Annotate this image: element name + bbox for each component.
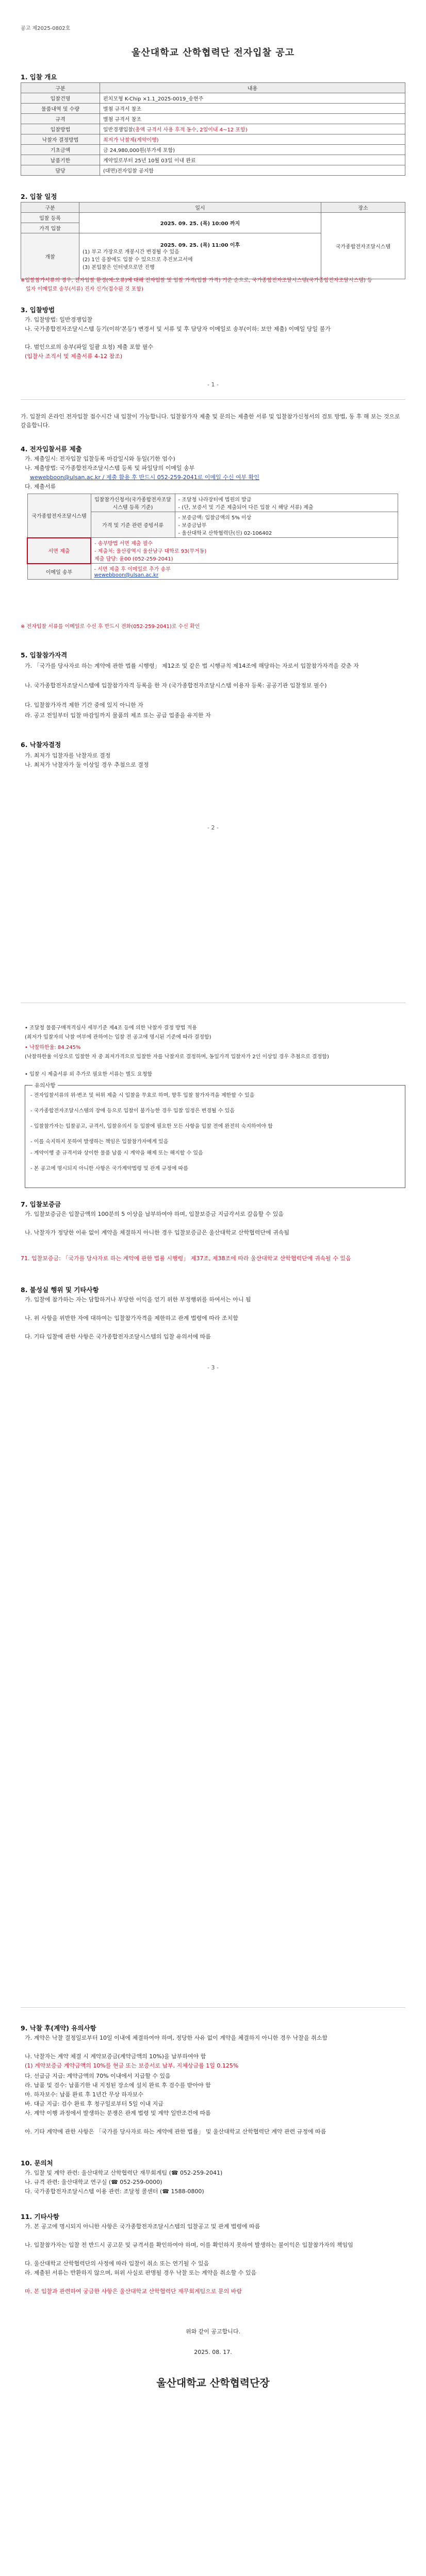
contract-item: 나. 낙찰자는 계약 체결 시 계약보증금(계약금액의 10%)을 납부하여야 함 (25, 2053, 206, 2060)
submit-desc-line-red: 제출 담당: 윤00 (052-259-2041) (94, 556, 173, 562)
submit-desc-line-red: - 서면 제출 후 이메일로 추가 송부 (94, 567, 171, 572)
document-page-1 (0, 0, 426, 1004)
page-number: - 1 - (207, 381, 219, 388)
submit-desc-line-red: - 제출처: 울산광역시 울산남구 대학로 93(무거동) (94, 549, 207, 554)
contract-item: 다. 선급금 지급: 계약금액의 70% 이내에서 지급할 수 있음 (25, 2073, 171, 2079)
section-heading-6: 6. 낙찰자결정 (21, 741, 61, 749)
other-item: 라. 제출된 서류는 반환하지 않으며, 허위 사실로 판명될 경우 낙찰 또는 계약을 취소할 수 있음 (25, 2269, 257, 2276)
p2-item: • 입찰 시 제출서류 외 추가로 필요한 서류는 별도 요청함 (25, 1072, 153, 1077)
submit-item: 가. 제출일시: 전자입찰 입찰등록 마감일시와 동일(기한 엄수) (25, 455, 175, 462)
overview-head-content: 내용 (100, 83, 405, 93)
schedule-time: 2025. 09. 25. (목) 10:00 까지 (79, 213, 321, 233)
notice-box-head: 유의사항 (32, 1081, 58, 1089)
qual-item: 다. 입찰참가자격 제한 기간 중에 있지 아니한 자 (25, 702, 143, 708)
submit-row-label: 국가종합전자조달시스템 (27, 494, 91, 538)
overview-label: 기초금액 (21, 145, 100, 155)
schedule-label: 입찰 등록 (21, 213, 79, 223)
schedule-label: 개찰 (21, 233, 79, 279)
bid-method-text: 일반경쟁입찰 (103, 127, 133, 133)
submit-row-label-red: 서면 제출 (27, 538, 91, 564)
winner-item: 나. 최저가 낙찰자가 둘 이상일 경우 추첨으로 결정 (25, 761, 149, 768)
misconduct-item: 다. 기타 입찰에 관한 사항은 국가종합전자조달시스템의 입찰 유의서에 따름 (25, 1333, 211, 1340)
notice-line: - 이를 숙지하지 못하여 발생하는 책임은 입찰참가자에게 있음 (30, 1139, 169, 1145)
method-item: 다. 범인으로의 송부(파일 일괄 요청) 제출 포함 필수 (25, 344, 154, 350)
section-heading-1: 1. 입찰 개요 (21, 73, 57, 81)
schedule-label: 가격 입찰 (21, 223, 79, 233)
schedule-open-cell (79, 233, 321, 279)
document-page-2 (0, 1004, 426, 2008)
p2-item: • 조달청 물품구매적격심사 세부기준 제4조 등에 의한 낙찰자 결정 방법 적용 (25, 1025, 197, 1031)
overview-value: 금 24,980,000원(부가세 포함) (100, 145, 405, 155)
schedule-note: (3) 본입찰은 인터넷으로만 진행 (83, 265, 155, 270)
overview-label: 낙찰자 결정방법 (21, 134, 100, 145)
notice-box (25, 1082, 405, 1188)
method-item-red: (입찰사 조직서 및 제출서류 4-12 참조) (25, 353, 123, 360)
page-title: 울산대학교 산학협력단 전자입찰 공고 (131, 47, 294, 58)
schedule-head: 일시 (79, 202, 321, 213)
schedule-table (21, 202, 405, 279)
submit-item: 나. 제출방법: 국가종합전자조달시스템 등록 및 파일당의 이메일 송부 (25, 465, 195, 471)
overview-value: 별첨 규격서 참조 (100, 114, 405, 124)
method-item: 나. 국가종합전자조달시스템 등기(이하'본등') 변경서 및 서류 및 후 담당자 이메일로 송부(이하: 보안 제출) 이메일 당일 불가 (25, 326, 331, 332)
submit-desc-line: - 보증금납부 (178, 523, 207, 529)
overview-label: 입찰방법 (21, 124, 100, 134)
page-divider (21, 399, 405, 400)
submit-row-sub: 입찰참가신청서(국가종합전자조달시스템 등록 기준) (91, 494, 175, 512)
overview-label: 납품기한 (21, 155, 100, 165)
contact-item: 가. 입찰 및 계약 관련: 울산대학교 산학협력단 재무회계팀 (☎ 052-259-2041) (25, 2170, 223, 2176)
p2-item-rate: • 낙찰하한율: 84.245% (25, 1045, 81, 1050)
submit-footnote: ※ 전자입찰 서류를 이메일로 수신 후 반드시 전화(052-259-2041)로 수신 확인 (21, 624, 200, 630)
overview-label: 담당 (21, 165, 100, 176)
section-heading-7: 7. 입찰보증금 (21, 1200, 61, 1208)
qual-item: 라. 공고 전일부터 입찰 마감일까지 물품의 제조 또는 공급 업종을 유지한 자 (25, 712, 211, 719)
overview-value: (대면)전자입찰 공지함 (100, 165, 405, 176)
section-heading-4: 4. 전자입찰서류 제출 (21, 445, 82, 453)
other-red-item: 마. 본 입찰과 관련하여 궁금한 사항은 울산대학교 산학협력단 재무회계팀으로 문의 바람 (25, 2288, 242, 2295)
schedule-head: 장소 (321, 202, 405, 213)
schedule-red-note-2: 일자 이메일로 송부(서류) 진자 신가(접수된 것 포함) (26, 286, 143, 292)
document-page-3 (0, 2008, 426, 2576)
submit-row-label: 이메일 송부 (27, 564, 91, 580)
submit-email-address[interactable]: wewebboon@ulsan.ac.kr (94, 572, 159, 578)
contact-item: 다. 국가종합전자조달시스템 이용 관련: 조달청 콜센터 (☎ 1588-0800) (25, 2188, 204, 2195)
schedule-head: 구분 (21, 202, 79, 213)
contract-item: 아. 기타 계약에 관한 사항은 「국가를 당사자로 하는 계약에 관한 법률」 및 울산대학교 산학협력단 계약 관련 규정에 따름 (25, 2128, 326, 2135)
contract-item: 사. 계약 이행 과정에서 발생하는 분쟁은 관계 법령 및 계약 일반조건에 따름 (25, 2110, 211, 2116)
schedule-red-note: ※입찰참가서류의 경우, 전자입찰 환경(예:오류)에 대해 전자입찰 및 입찰 가격(입찰 가격) 기준 순으로, 국가종합전자조달시스템(국가종합전자조달시스템) 등 (21, 278, 372, 283)
closing-text: 위와 같이 공고합니다. (185, 2328, 241, 2335)
overview-head-item: 구분 (21, 83, 100, 93)
submit-docs-table (27, 494, 398, 580)
deposit-red-note: 71. 입찰보증금: 「국가를 당사자로 하는 계약에 관한 법률 시행령」 제37조, 제38조에 따라 울산대학교 산학협력단에 귀속될 수 있음 (21, 1255, 351, 1262)
overview-label: 규격 (21, 114, 100, 124)
submit-row-desc (175, 494, 398, 512)
contract-item: 라. 납품 및 검수: 납품기한 내 지정된 장소에 설치 완료 후 검수를 받아야 함 (25, 2082, 211, 2089)
notice-line: - 전자입찰서류의 위·변조 및 허위 제출 시 입찰을 무효로 하며, 향후 입찰 참가자격을 제한할 수 있음 (30, 1093, 255, 1098)
qual-item: 가. 「국가를 당사자로 하는 계약에 관한 법률 시행령」 제12조 및 같은 법 시행규칙 제14조에 해당하는 자로서 입찰참가자격을 갖춘 자 (25, 663, 359, 669)
submit-desc-line: - 보증금액: 입찰금액의 5% 이상 (178, 515, 252, 521)
submit-email-link[interactable]: wewebboon@ulsan.ac.kr / 제출 활용 후 반드시 052-259-2041로 이메일 수신 여부 확인 (30, 474, 259, 481)
p2-item: (낙찰하한율 이상으로 입찰한 자 중 최저가격으로 입찰한 자를 낙찰자로 결정하며, 동일가격 입찰자가 2인 이상일 경우 추첨으로 결정함) (25, 1054, 329, 1060)
contact-item: 나. 규격 관련: 울산대학교 연구실 (☎ 052-259-0000) (25, 2179, 162, 2185)
contract-item: 가. 계약은 낙찰 결정일로부터 10일 이내에 체결하여야 하며, 정당한 사유 없이 계약을 체결하지 아니한 경우 낙찰을 취소함 (25, 2035, 327, 2041)
page-number: - 3 - (207, 1364, 219, 1371)
submit-desc-line: - 조달청 나라장터에 법원의 발급 (178, 497, 252, 503)
submit-row-desc (91, 564, 398, 580)
p2-item: (최저가 입찰자의 낙찰 여부에 관하여는 입찰 전 공고에 명시된 기준에 따라 결정함) (25, 1035, 211, 1040)
section-heading-8: 8. 불성실 행위 및 기타사항 (21, 1286, 99, 1294)
overview-value (100, 124, 405, 134)
bid-method-note: (총액 규격서 사용 후적 동수, 2일이내 4~12 포함) (133, 127, 248, 133)
open-time: 2025. 09. 25. (목) 11:00 이후 (160, 243, 240, 248)
overview-value: 펀치모형 K-Chip ×1.1_2025-0019_송현주 (100, 93, 405, 104)
schedule-place: 국가종합전자조달시스템 (321, 213, 405, 279)
deposit-item: 나. 낙찰자가 정당한 이유 없이 계약을 체결하지 아니한 경우 입찰보증금은 울산대학교 산학협력단에 귀속됨 (25, 1229, 289, 1236)
section-heading-3: 3. 입찰방법 (21, 306, 55, 314)
submit-row-desc-red (91, 538, 398, 564)
submit-item: 다. 제출서류 (25, 483, 56, 490)
section-heading-5: 5. 입찰참가자격 (21, 651, 68, 659)
misconduct-item: 나. 위 사항을 위반한 자에 대하여는 입찰참가자격을 제한하고 관계 법령에 따라 조치함 (25, 1315, 238, 1321)
contract-item: 마. 하자보수: 납품 완료 후 1년간 무상 하자보수 (25, 2091, 143, 2098)
submit-row-sub: 가격 및 기준 관련 증빙서류 (91, 512, 175, 538)
winner-method-value: 최저가 낙찰제(계약이행) (100, 134, 405, 145)
other-item: 다. 울산대학교 산학협력단의 사정에 따라 입찰이 취소 또는 연기될 수 있음 (25, 2260, 209, 2267)
overview-table (21, 82, 405, 176)
submit-desc-line-red: - 송부방법 서면 제출 필수 (94, 541, 153, 547)
contract-red-item: (1) 계약보증금 계약금액의 10%를 현금 또는 보증서로 납부, 지체상금률 1일 0.125% (25, 2062, 239, 2069)
submit-desc-line: - 울산대학교 산학협력단(신) 02-106402 (178, 531, 272, 536)
section-heading-2: 2. 입찰 일정 (21, 193, 57, 200)
section-heading-9: 9. 낙찰 후(계약) 유의사항 (21, 2024, 96, 2032)
notice-line: - 본 공고에 명시되지 아니한 사항은 국가계약법령 및 관계 규정에 따름 (30, 1166, 188, 1172)
schedule-note: (2) 1인 응찰에도 입찰 수 있으므로 추진보고서에 (83, 257, 193, 263)
submit-intro: 가. 입찰의 온라인 전자입찰 접수시간 내 입찰이 가능합니다. 입찰참가자 제출 및 문의는 제출한 서류 및 입찰참가신청서의 검토 방법, 동 후 해 보는 것으로 갈음합니다. (21, 413, 400, 429)
overview-label: 입찰건명 (21, 93, 100, 104)
overview-label: 물품내역 및 수량 (21, 104, 100, 114)
other-item: 가. 본 공고에 명시되지 아니한 사항은 국가종합전자조달시스템의 입찰공고 및 관계 법령에 따름 (25, 2223, 260, 2230)
section-heading-10: 10. 문의처 (21, 2159, 53, 2167)
contract-item: 바. 대금 지급: 검수 완료 후 청구일로부터 5일 이내 지급 (25, 2100, 163, 2107)
method-item: 가. 입찰방법: 일반경쟁입찰 (25, 316, 93, 323)
issuing-organization: 울산대학교 산학협력단장 (156, 2377, 270, 2389)
qual-item: 나. 국가종합전자조달시스템에 입찰참가자격 등록을 한 자 (국가종합전자조달시스템 이용자 등록: 공공기관 입찰정보 필수) (25, 682, 327, 689)
submit-row-desc (175, 512, 398, 538)
notice-line: - 입찰참가자는 입찰공고, 규격서, 입찰유의서 등 입찰에 필요한 모든 사항을 입찰 전에 완전히 숙지하여야 함 (30, 1124, 273, 1129)
schedule-note: (1) 부고 가장으로 개봉시간 변경될 수 있음 (83, 249, 179, 255)
notice-date: 2025. 08. 17. (194, 2349, 232, 2355)
section-heading-11: 11. 기타사항 (21, 2213, 59, 2221)
notice-line: - 국가종합전자조달시스템의 장애 등으로 입찰이 불가능한 경우 입찰 일정은 변경될 수 있음 (30, 1108, 235, 1114)
page-number: - 2 - (207, 824, 219, 831)
doc-number: 공고 제2025-0802호 (21, 26, 71, 31)
deposit-item: 가. 입찰보증금은 입찰금액의 100분의 5 이상을 납부하여야 하며, 입찰보증금 지급각서로 갈음할 수 있음 (25, 1211, 284, 1217)
notice-line: - 계약이행 중 규격서와 상이한 물품 납품 시 계약을 해제 또는 해지할 수 있음 (30, 1150, 203, 1156)
submit-desc-line: - (단, 보증서 및 기준 제출되어 다른 입찰 시 해당 서류) 제출 (178, 505, 314, 511)
misconduct-item: 가. 입찰에 참가하는 자는 담합하거나 부당한 이익을 얻기 위한 부정행위를 하여서는 아니 됨 (25, 1296, 251, 1303)
winner-item: 가. 최저가 입찰자를 낙찰자로 결정 (25, 752, 111, 759)
other-item: 나. 입찰참가자는 입찰 전 반드시 공고문 및 규격서를 확인하여야 하며, 이를 확인하지 못하여 발생하는 불이익은 입찰참가자의 책임임 (25, 2242, 353, 2248)
overview-value: 계약일로부터 25년 10월 03일 이내 완료 (100, 155, 405, 165)
overview-value: 별첨 규격서 참조 (100, 104, 405, 114)
